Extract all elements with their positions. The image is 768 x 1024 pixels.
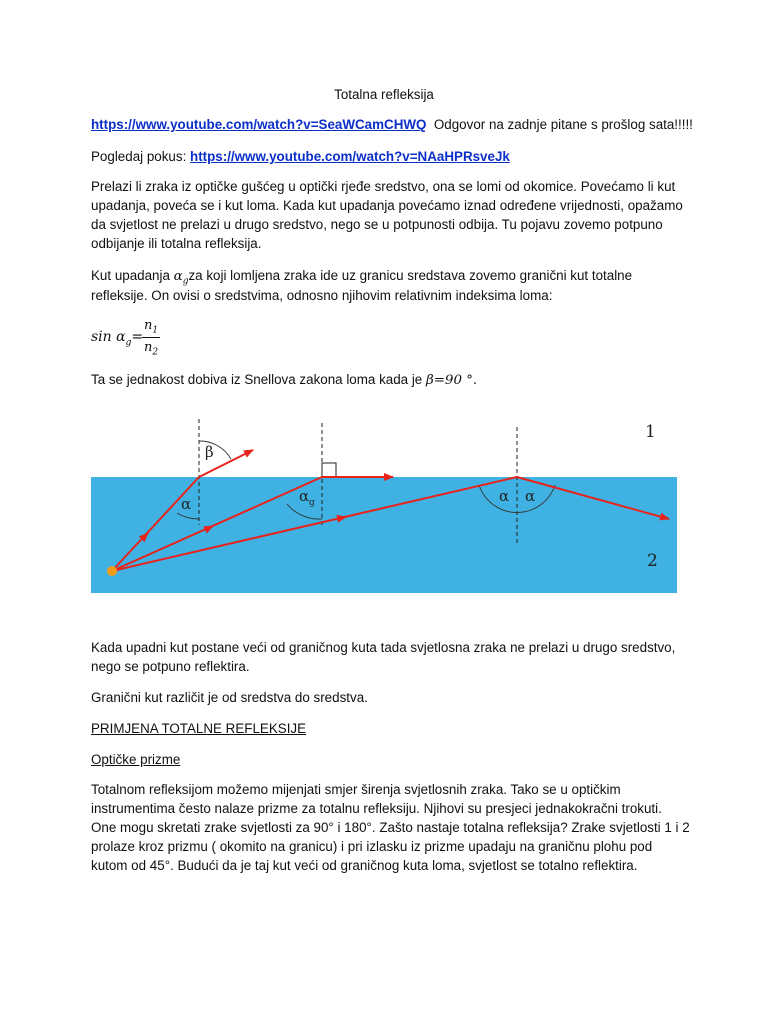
paragraph-1-line-3: da svjetlost ne prelazi u drugo sredstvo, nego se u potpunosti odbija. Tu pojavu zovemo potpuno [91, 217, 663, 232]
paragraph-4: Granični kut različit je od sredstva do sredstva. [91, 690, 368, 705]
medium-label-1: 1 [645, 422, 656, 442]
formula-lhs-sub: g [125, 337, 132, 348]
paragraph-3-line-2: nego se potpuno reflektira. [91, 659, 250, 674]
snell-equation: β=90 °. [425, 373, 478, 388]
alpha-g-label: α [299, 487, 310, 505]
alpha-symbol: α [173, 269, 183, 284]
alpha-label-1: α [181, 495, 192, 513]
section-heading-applications: PRIMJENA TOTALNE REFLEKSIJE [91, 721, 307, 736]
air-region [91, 401, 677, 477]
alpha-subscript: g [182, 276, 189, 287]
paragraph-3-line-1: Kada upadni kut postane veći od graničnog kuta tada svjetlosna zraka ne prelazi u drugo sredstvo, [91, 640, 676, 655]
youtube-link-2[interactable]: https://www.youtube.com/watch?v=NAaHPRsveJk [190, 149, 510, 164]
snell-sentence [91, 370, 477, 391]
formula-numerator: n [143, 318, 153, 333]
para2-text-a: Kut upadanja [91, 268, 174, 283]
refraction-diagram [91, 401, 677, 593]
alpha-label-left: α [499, 487, 510, 505]
beta-label: β [205, 443, 214, 461]
formula-denominator: n [143, 340, 153, 355]
total-reflection-figure [91, 401, 677, 593]
medium-label-2: 2 [647, 551, 658, 571]
formula-denominator-sub: 2 [152, 347, 159, 358]
paragraph-5-line-3: One mogu skretati zrake svjetlosti za 90° i 180°. Zašto nastaje totalna refleksija? Zrake svjetlosti 1 i 2 [91, 820, 690, 835]
link1-note: Odgovor na zadnje pitane s prošlog sata!!!!! [426, 117, 693, 132]
alpha-label-right: α [525, 487, 536, 505]
video-link-line-1 [91, 115, 693, 135]
formula-lhs: sin α [91, 329, 126, 345]
page-title: Totalna refleksija [334, 87, 434, 102]
ray-3-arrow [341, 517, 346, 518]
youtube-link-1[interactable]: https://www.youtube.com/watch?v=SeaWCamCHWQ [91, 117, 427, 132]
link2-prefix: Pogledaj pokus: [91, 149, 191, 164]
paragraph-1-line-4: odbijanje ili totalna refleksija. [91, 236, 262, 251]
formula-numerator-sub: 1 [152, 325, 159, 336]
alpha-g-sub-label: g [309, 498, 315, 508]
para2-text-b: za koji lomljena zraka ide uz granicu sredstava zovemo granični kut totalne [188, 268, 633, 283]
video-link-line-2 [91, 147, 510, 167]
snell-text: Ta se jednakost dobiva iz Snellova zakona loma kada je [91, 372, 426, 387]
paragraph-5-line-1: Totalnom refleksijom možemo mijenjati smjer širenja svjetlosnih zraka. Tako se u optičkim [91, 782, 621, 797]
water-region [91, 477, 677, 593]
paragraph-5-line-5: kutom od 45°. Budući da je taj kut veći od graničnog kuta loma, svjetlost se totalno reflektira. [91, 858, 638, 873]
section-heading-prisms: Optičke prizme [91, 752, 181, 767]
paragraph-2-line-2: refleksije. On ovisi o sredstvima, odnosno njihovim relativnim indeksima loma: [91, 288, 553, 303]
paragraph-5-line-2: instrumentima često nalaze prizme za totalnu refleksiju. Njihovi su presjeci jednakokračni trokuti. [91, 801, 662, 816]
paragraph-1-line-1: Prelazi li zraka iz optičke gušćeg u optički rjeđe sredstvo, ona se lomi od okomice. Povećamo li kut [91, 179, 676, 194]
formula-equals: = [131, 329, 144, 345]
paragraph-5-line-4: prolaze kroz prizmu ( okomito na granicu) i pri izlasku iz prizme upadaju na graničnu plohu pod [91, 839, 653, 854]
paragraph-1-line-2: upadanja, poveća se i kut loma. Kada kut upadanja povećamo iznad određene vrijednosti, opažamo [91, 198, 683, 213]
light-source [107, 566, 117, 576]
